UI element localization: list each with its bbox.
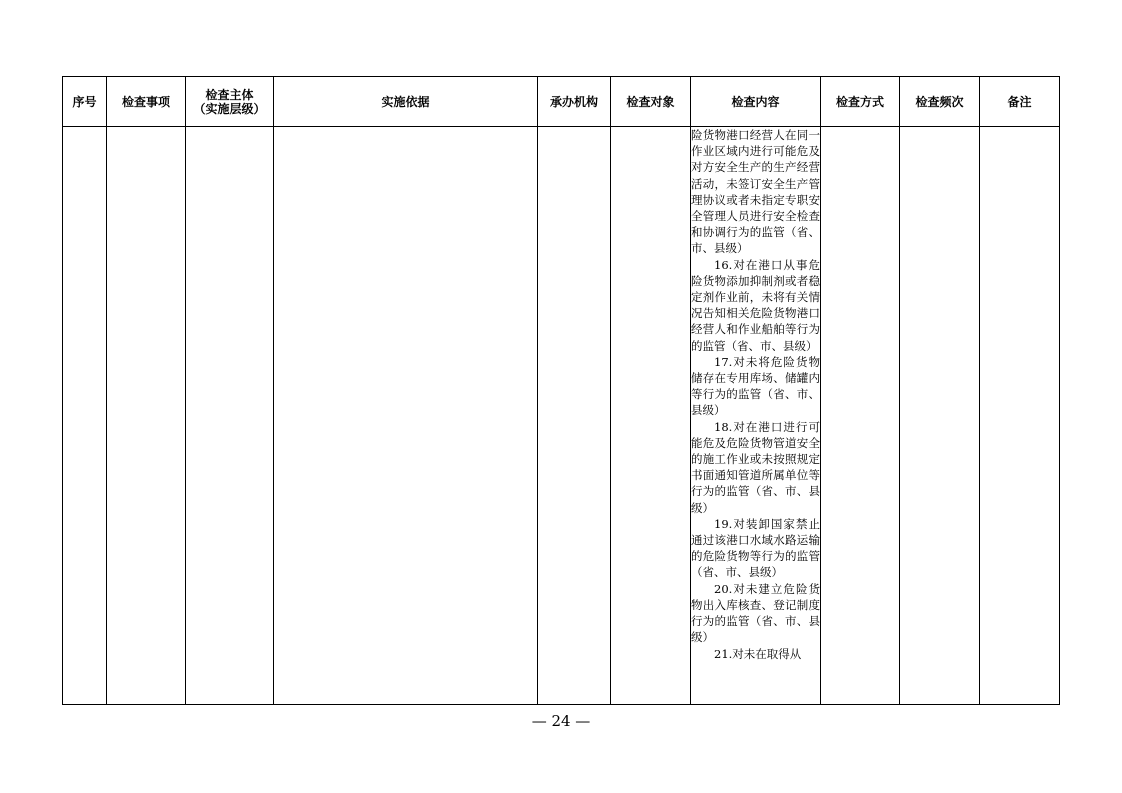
header-handling-agency: 承办机构 [538, 77, 611, 127]
header-row [63, 77, 1060, 127]
header-inspection-item: 检查事项 [107, 77, 186, 127]
header-inspection-target: 检查对象 [611, 77, 691, 127]
header-serial-number: 序号 [63, 77, 107, 127]
content-paragraph: 18.对在港口进行可能危及危险货物管道安全的施工作业或未按照规定书面通知管道所属单位等行为的监管（省、市、县级） [691, 419, 820, 515]
cell-handling-agency [538, 127, 611, 705]
header-implementation-level: （实施层级） [193, 101, 266, 116]
content-paragraph: 17.对未将危险货物储存在专用库场、储罐内等行为的监管（省、市、县级） [691, 354, 820, 418]
content-paragraph: 险货物港口经营人在同一作业区域内进行可能危及对方安全生产的生产经营活动，未签订安全生产管理协议或者未指定专职安全管理人员进行安全检查和协调行为的监管（省、市、县级） [691, 128, 820, 256]
header-inspection-content: 检查内容 [691, 77, 821, 127]
cell-inspection-frequency [900, 127, 980, 705]
cell-remarks [980, 127, 1060, 705]
cell-legal-basis [274, 127, 538, 705]
inspection-table [62, 76, 1060, 705]
header-remarks: 备注 [980, 77, 1060, 127]
cell-inspection-content [691, 127, 821, 705]
cell-inspection-subject [186, 127, 274, 705]
content-paragraph: 21.对未在取得从 [714, 646, 802, 661]
cell-inspection-method [821, 127, 900, 705]
header-inspection-subject: 检查主体 （实施层级） [186, 77, 274, 127]
header-inspection-method: 检查方式 [821, 77, 900, 127]
page-number: — 24 — [531, 712, 591, 730]
cell-inspection-item [107, 127, 186, 705]
table-row [63, 127, 1060, 705]
content-paragraph: 20.对未建立危险货物出入库核查、登记制度行为的监管（省、市、县级） [691, 581, 820, 645]
header-legal-basis: 实施依据 [274, 77, 538, 127]
content-paragraph: 19.对装卸国家禁止通过该港口水域水路运输的危险货物等行为的监管（省、市、县级） [691, 516, 820, 580]
cell-inspection-target [611, 127, 691, 705]
cell-serial-number [63, 127, 107, 705]
content-paragraph: 16.对在港口从事危险货物添加抑制剂或者稳定剂作业前，未将有关情况告知相关危险货物港口经营人和作业船舶等行为的监管（省、市、县级） [691, 257, 820, 353]
header-inspection-frequency: 检查频次 [900, 77, 980, 127]
